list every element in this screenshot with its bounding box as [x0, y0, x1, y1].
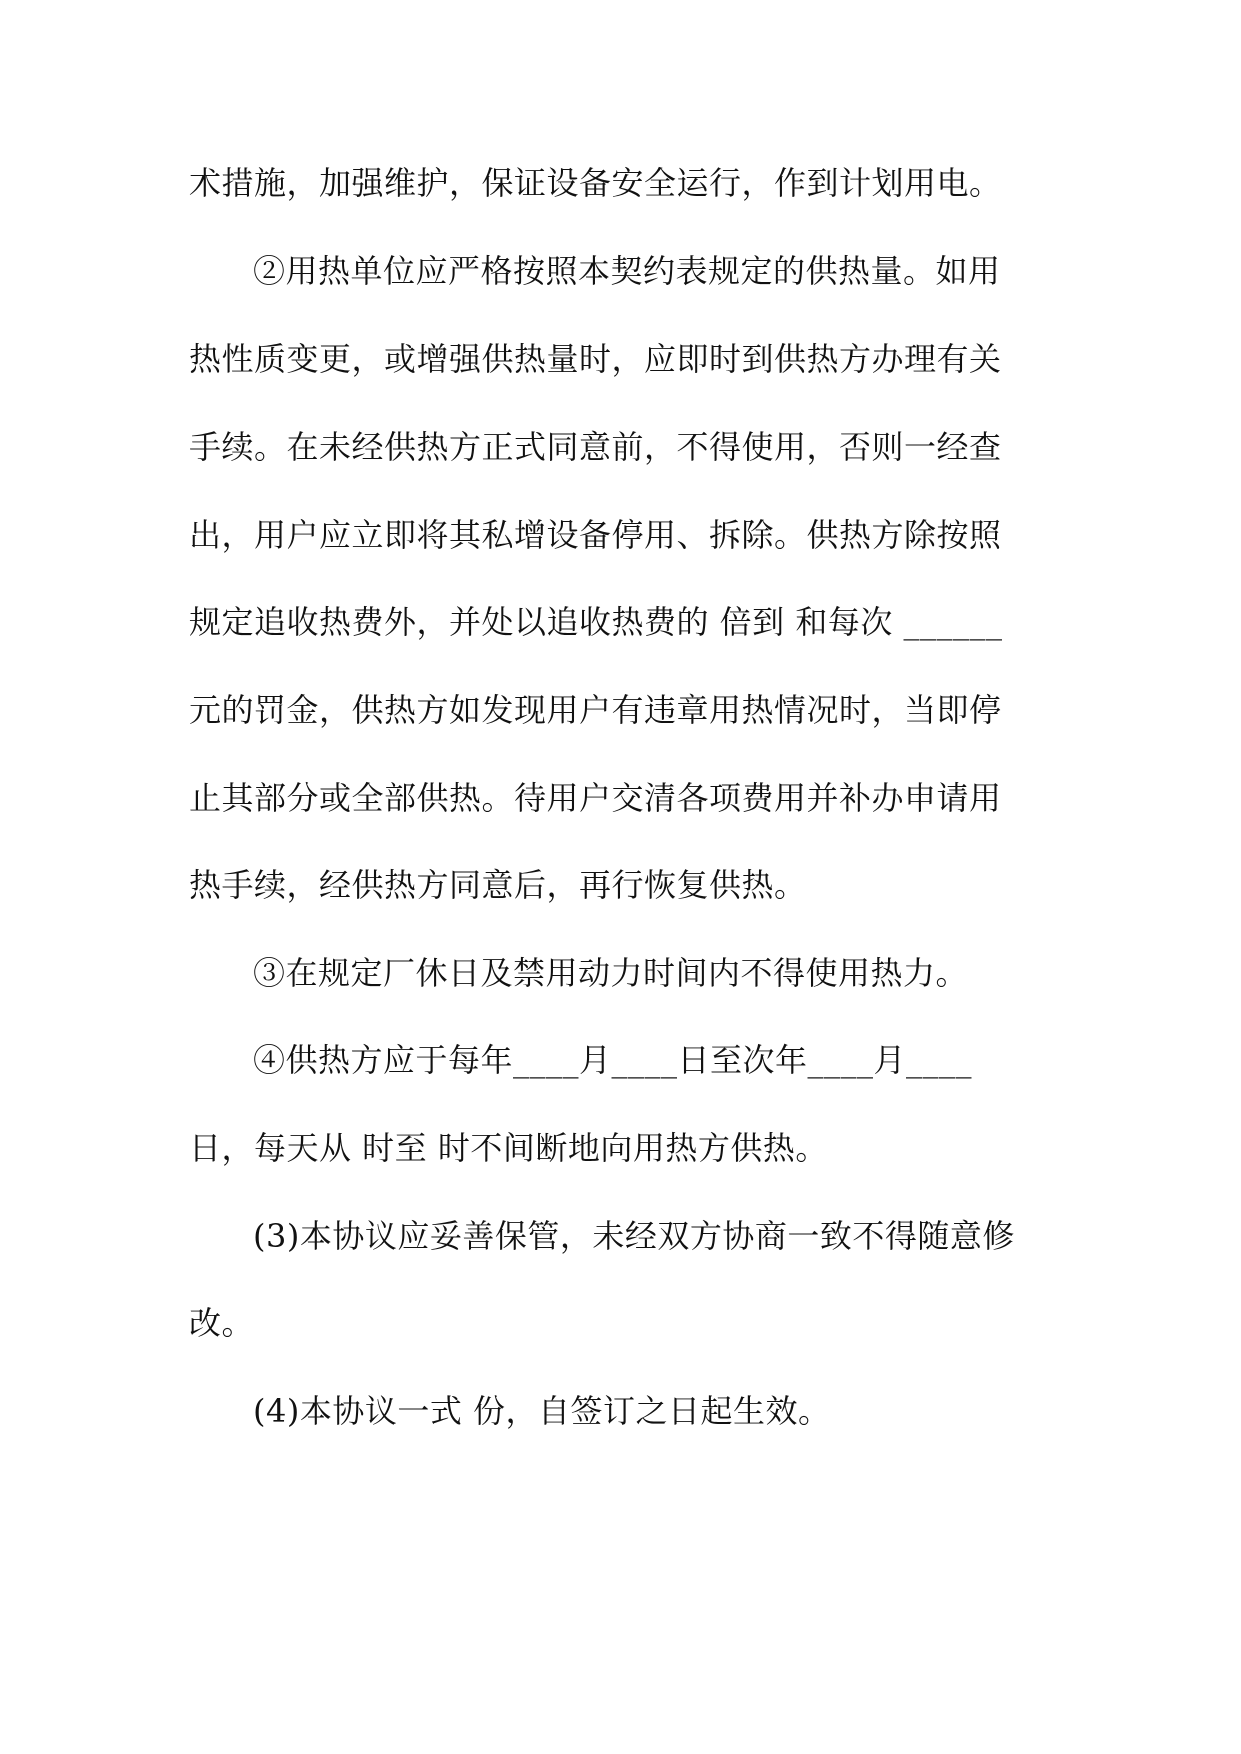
text-line-14: 改。	[189, 1304, 255, 1342]
text-line-7: 元的罚金，供热方如发现用户有违章用热情况时，当即停	[189, 691, 1002, 729]
text-line-2: ②用热单位应严格按照本契约表规定的供热量。如用	[253, 252, 1001, 290]
text-line-6: 规定追收热费外，并处以追收热费的 倍到 和每次 ______	[189, 603, 1003, 641]
text-line-13: (3)本协议应妥善保管，未经双方协商一致不得随意修	[253, 1217, 1015, 1255]
text-line-5: 出，用户应立即将其私增设备停用、拆除。供热方除按照	[189, 516, 1002, 554]
text-line-12: 日，每天从 时至 时不间断地向用热方供热。	[189, 1129, 828, 1167]
text-line-3: 热性质变更，或增强供热量时，应即时到供热方办理有关	[189, 340, 1002, 378]
text-line-4: 手续。在未经供热方正式同意前，不得使用，否则一经查	[189, 428, 1002, 466]
text-line-9: 热手续，经供热方同意后，再行恢复供热。	[189, 866, 807, 904]
text-line-10: ③在规定厂休日及禁用动力时间内不得使用热力。	[253, 954, 969, 992]
text-line-15: (4)本协议一式 份，自签订之日起生效。	[253, 1392, 831, 1430]
text-line-1: 术措施，加强维护，保证设备安全运行，作到计划用电。	[189, 164, 1002, 202]
text-line-8: 止其部分或全部供热。待用户交清各项费用并补办申请用	[189, 779, 1002, 817]
text-line-11: ④供热方应于每年____月____日至次年____月____	[253, 1041, 973, 1079]
